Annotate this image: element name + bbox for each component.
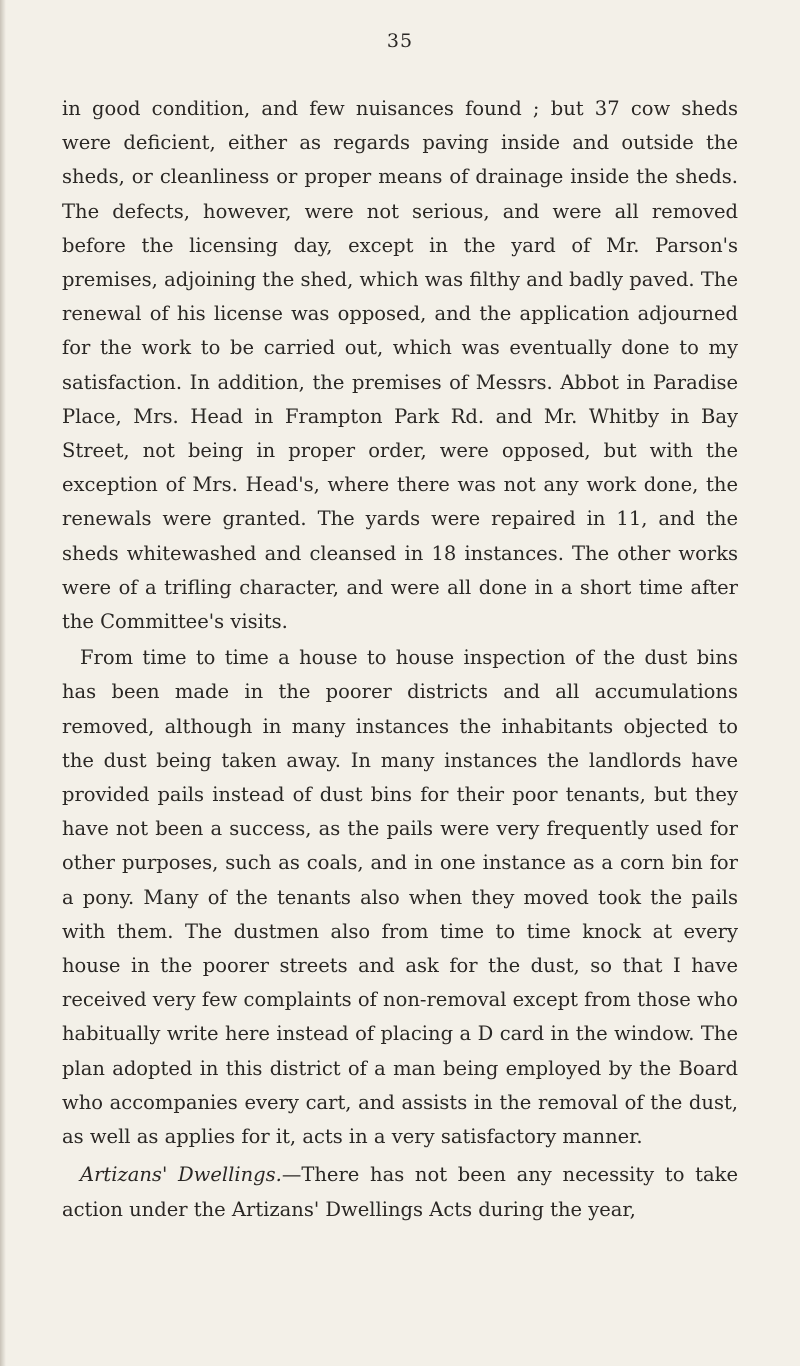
paragraph-artizans-dwellings-text: —There has not been any necessity to take action under the Artizans' Dwellings Acts during the year, [62,1163,738,1221]
paragraph-dust-bins: From time to time a house to house inspection of the dust bins has been made in the poorer districts and all accumulations removed, although in many instances the inhabitants objected to the dust being taken away. In many instances the landlords have provided pails instead of dust bins for their poor tenants, but they have not been a success, as the pails were very frequently used for other purposes, such as coals, and in one instance as a corn bin for a pony. Many of the tenants also when they moved took the pails with them. The dustmen also from time to time knock at every house in the poorer streets and ask for the dust, so that I have received very few complaints of non-removal except from those who habitually write here instead of placing a D card in the window. The plan adopted in this district of a man being employed by the Board who accompanies every cart, and assists in the removal of the dust, as well as applies for it, acts in a very satisfactory manner. [62,646,738,1149]
paragraph-artizans-dwellings [62,1158,738,1226]
section-heading-artizans-dwellings: Artizans' Dwellings. [80,1163,282,1187]
paragraph-cow-sheds: in good condition, and few nuisances found ; but 37 cow sheds were deficient, either as regards paving inside and outside the sheds, or cleanliness or proper means of drainage inside the sheds. The defects, however, were not serious, and were all removed before the licensing day, except in the yard of Mr. Parson's premises, adjoining the shed, which was filthy and badly paved. The renewal of his license was opposed, and the application adjourned for the work to be carried out, which was eventually done to my satisfaction. In addition, the premises of Messrs. Abbot in Paradise Place, Mrs. Head in Frampton Park Rd. and Mr. Whitby in Bay Street, not being in proper order, were opposed, but with the exception of Mrs. Head's, where there was not any work done, the renewals were granted. The yards were repaired in 11, and the sheds whitewashed and cleansed in 18 instances. The other works were of a trifling character, and were all done in a short time after the Committee's visits. [62,97,738,634]
body-text [62,92,738,1227]
page-edge-shadow [0,0,6,1366]
page-number: 35 [386,30,414,52]
